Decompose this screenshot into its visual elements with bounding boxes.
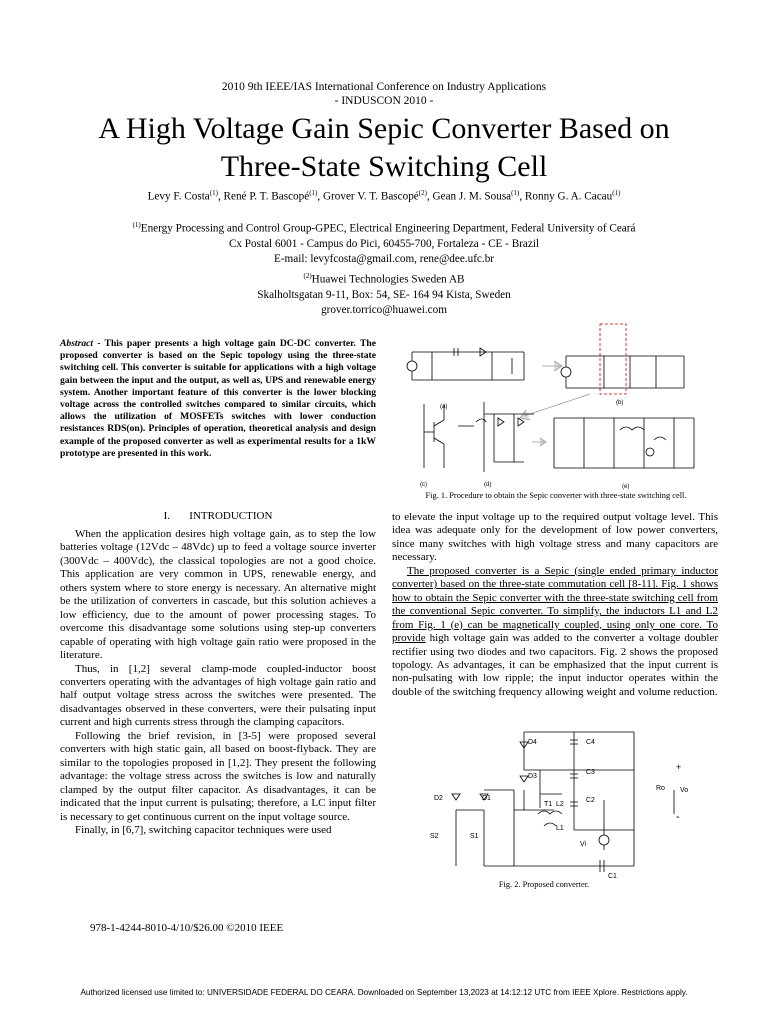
author-affiliation-mark: (1): [309, 189, 318, 197]
fig2-label-plus: +: [676, 762, 682, 772]
copyright-notice: 978-1-4244-8010-4/10/$26.00 ©2010 IEEE: [90, 922, 284, 934]
affiliation-2: [60, 269, 708, 318]
abstract-text: - This paper presents a high voltage gain DC-DC converter. The proposed converter is based on the Sepic topology using the three-state switching cell. This converter is suitable for applications with a high voltage gain between the input and the output, as well as, UPS and renewable energy system. Another important feature of this converter is the lower blocking voltage across the controlled switches compared to similar circuits, which allows the utilization of MOSFETs switches with lower conduction resistances RDS(on). Principles of operation, theoretical analysis and design example of the proposed converter as well as experimental results for a 1kW prototype are presented in this work.: [60, 338, 376, 459]
author-affiliation-mark: (1): [209, 189, 218, 197]
figure-2-caption: Fig. 2. Proposed converter.: [498, 880, 590, 889]
fig2-label-s2: S2: [430, 833, 439, 840]
conference-header: [0, 80, 768, 108]
circuit-b: [561, 324, 684, 406]
fig2-label-d4: D4: [528, 739, 537, 746]
affiliation-mark: (1): [132, 221, 141, 229]
affiliation-institution: Huawei Technologies Sweden AB: [311, 273, 465, 286]
figure-1-circuits: [394, 322, 718, 492]
affiliation-address: Skalholtsgatan 9-11, Box: 54, SE- 164 94 Kista, Sweden: [257, 288, 511, 301]
fig1-label-a: (a): [440, 404, 448, 410]
author-list: Levy F. Costa$^{(1)}$, René P. T. Bascopé$^{(1)}$, Grover V. T. Bascopé$^{(2)}$, Gean J. M. Sousa$^{(1)}$, Ronny G. A. Cacau$^{(1)}$: [147, 189, 621, 203]
author-name: Gean J. M. Sousa: [432, 190, 512, 203]
fig1-label-e: (e): [622, 484, 630, 490]
abstract-label: Abstract: [60, 338, 94, 349]
author-name: Levy F. Costa: [147, 190, 210, 203]
circuit-c: [420, 404, 444, 488]
affiliation-1: [60, 218, 708, 267]
figure-2-proposed-converter: [424, 730, 694, 880]
author-affiliation-mark: (2): [418, 189, 427, 197]
fig2-label-c4: C4: [586, 739, 595, 746]
fig2-label-c1: C1: [608, 873, 617, 880]
affiliation-email: grover.torrico@huawei.com: [321, 303, 447, 316]
fig1-label-b: (b): [616, 400, 624, 406]
conference-short: - INDUSCON 2010 -: [334, 95, 434, 107]
fig2-label-l1: L1: [556, 825, 564, 832]
author-name: Grover V. T. Bascopé: [322, 190, 419, 203]
abstract: [60, 338, 376, 460]
right-column-text: [392, 511, 718, 699]
author-affiliation-mark: (1): [612, 189, 621, 197]
paragraph: high voltage gain was added to the converter a voltage doubler rectifier using two diodes and two capacitors. Fig. 2 shows the proposed topology. As advantages, it can be emphasized that the input current is non-pulsating with low ripple; the input inductor operates within the double of the switching frequency allowing weight and volume reduction.: [392, 632, 718, 698]
paragraph-underlined: The proposed converter is a Sepic (single ended primary inductor converter) based on the three-state commutation cell [8-11]. Fig. 1 shows how to obtain the Sepic converter with the three-state switching cell from the conventional Sepic converter. To simplify, the inductors L1 and L2 from Fig. 1 (e) can be magnetically coupled, using only one core. To provide: [392, 564, 718, 645]
section-number: I.: [163, 510, 171, 522]
title-line-2: Three-State Switching Cell: [220, 150, 548, 183]
fig2-label-minus: -: [676, 811, 680, 823]
affiliation-mark: (2): [303, 272, 312, 280]
affiliation-address: Cx Postal 6001 - Campus do Pici, 60455-700, Fortaleza - CE - Brazil: [228, 237, 540, 250]
circuit-a: [407, 348, 524, 410]
author-affiliation-mark: (1): [511, 189, 520, 197]
figure-1-caption: Fig. 1. Procedure to obtain the Sepic converter with three-state switching cell.: [425, 491, 687, 500]
fig2-label-d3: D3: [528, 773, 537, 780]
fig2-label-c2: C2: [586, 797, 595, 804]
circuit-e: [554, 418, 694, 490]
author-name: Ronny G. A. Cacau: [524, 190, 613, 203]
title-line-1: A High Voltage Gain Sepic Converter Based on: [98, 112, 670, 145]
fig2-label-vo: Vo: [680, 787, 689, 794]
fig2-label-vi: Vi: [580, 841, 587, 848]
fig1-label-d: (d): [484, 482, 492, 488]
section-title: INTRODUCTION: [189, 510, 273, 522]
author-name: René P. T. Bascopé: [223, 190, 310, 203]
left-column-text: [60, 528, 376, 837]
fig2-label-s1: S1: [470, 833, 479, 840]
affiliation-email: E-mail: levyfcosta@gmail.com, rene@dee.ufc.br: [273, 252, 495, 265]
fig2-label-d1: D1: [482, 795, 491, 802]
section-heading: [60, 510, 376, 522]
affiliation-institution: Energy Processing and Control Group-GPEC, Electrical Engineering Department, Federal University of Ceará: [140, 222, 636, 235]
license-footer: Authorized licensed use limited to: UNIVERSIDADE FEDERAL DO CEARA. Downloaded on September 13,2023 at 14:12:12 UTC from IEEE Xplore. Restrictions apply.: [80, 988, 688, 997]
paragraph: Thus, in [1,2] several clamp-mode coupled-inductor boost converters operating with the advantages of high voltage gain ratio and half output voltage stress across the switches were presented. The disadvantages observed in these converters, were their pulsating input current and high currents stress through the clamping capacitors.: [60, 662, 376, 729]
paragraph: Finally, in [6,7], switching capacitor techniques were used: [75, 823, 332, 836]
paragraph: Following the brief revision, in [3-5] were proposed several converters with high static gain, all based on boost-flyback. They are similar to the topologies proposed in [1,2]. They present the following advantage: the voltage stress across the switches is low and naturally clamped by the output filter capacitor. As disadvantages, it can be indicated that the input current is pulsating; therefore, a LC input filter is necessary to get continuous current on the input voltage source.: [60, 729, 376, 823]
conference-name: 2010 9th IEEE/IAS International Conference on Industry Applications: [221, 81, 547, 93]
fig2-label-l2: L2: [556, 801, 564, 808]
fig2-label-d2: D2: [434, 795, 443, 802]
fig2-label-t1: T1: [544, 801, 553, 808]
paragraph: When the application desires high voltage gain, as to step the low batteries voltage (12Vdc – 48Vdc) up to feed a voltage source inverter (300Vdc – 400Vdc), the classical topologies are not a good choice. This application are very common in UPS, renewable energy, and others system where to store energy is necessary. An alternative might be the utilization of converters in cascade, but this solution achieves a low efficiency, due to the amount of power processing stages. To overcome this disadvantage some solutions using step-up converters capable of operating with high voltage gain ratio were proposed in the literature.: [60, 528, 376, 662]
paper-title: [60, 110, 708, 186]
fig2-label-c3: C3: [586, 769, 595, 776]
paragraph: to elevate the input voltage up to the required output voltage level. This idea was adequate only for the development of low power converters, since many switches with high voltage stress and many capacitors are necessary.: [392, 511, 718, 564]
fig1-label-c: (c): [420, 482, 427, 488]
fig2-label-ro: Ro: [656, 785, 665, 792]
